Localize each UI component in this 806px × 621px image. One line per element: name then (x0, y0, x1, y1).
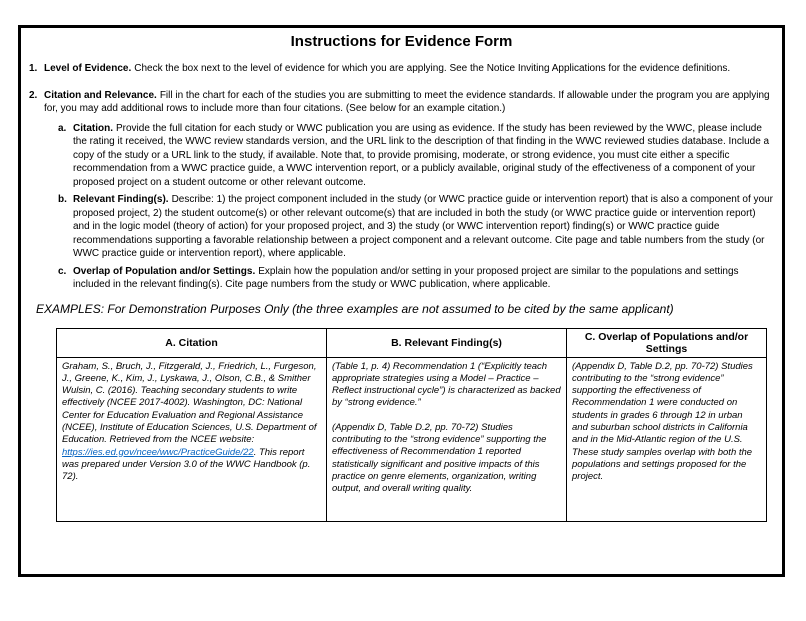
sub-item-letter: b. (58, 194, 67, 205)
item-text: Check the box next to the level of evidence for which you are applying. See the Notice Inviting Applications for the evidence definitions. (134, 63, 731, 74)
item-number: 2. (29, 89, 38, 101)
form-content (21, 34, 782, 522)
examples-note: EXAMPLES: For Demonstration Purposes Only (the three examples are not assumed to be cited by the same applicant) (36, 301, 674, 316)
column-header-relevant-findings: B. Relevant Finding(s) (327, 328, 567, 357)
sub-item-text: Describe: 1) the project component included in the study (or WWC practice guide or intervention report) that is also a component of your proposed project, 2) the student outcome(s) or other relevant outcome(s) that are included in both the study (or WWC practice guide or intervention report) and in the logic model (theory of action) for your proposed project, and 3) the study (or WWC intervention report) finding(s) or WWC practice guide recommendations supporting a favorable relationship between a project component and a relevant outcome. Cite page and table numbers from the study (or WWC practice guide or intervention report), where applicable. (73, 194, 773, 259)
item-lead: Citation and Relevance. (44, 89, 157, 101)
item-lead: Level of Evidence. (44, 63, 132, 74)
citation-link[interactable]: https://ies.ed.gov/ncee/wwc/PracticeGuide/22 (62, 446, 254, 458)
sub-item-letter: a. (58, 122, 67, 134)
overlap-paragraph: (Appendix D, Table D.2, pp. 70-72) Studies contributing to the “strong evidence” supporting the effectiveness of Recommendation 1 were conducted on students in grades 6 through 12 in urban and suburban school districts in California and in the Mid-Atlantic region of the U.S. These study samples overlap with both the populations and settings proposed for the project. (572, 360, 753, 483)
relevant-findings-cell (327, 357, 567, 521)
sub-item-body (73, 122, 774, 190)
finding-paragraph-2: (Appendix D, Table D.2, pp. 70-72) Studies contributing to the “strong evidence” supporting the effectiveness of Recommendation 1 reported statistically significant and positive impacts of this practice on genre elements, organization, writing output, and overall writing quality. (332, 421, 547, 495)
sub-item-citation (58, 122, 774, 190)
form-frame (18, 25, 785, 577)
table-row (57, 357, 767, 521)
sub-item-lead: Citation. (73, 122, 113, 134)
sub-item-body (73, 265, 774, 292)
sub-item-lead: Relevant Finding(s). (73, 194, 169, 205)
sub-item-overlap (58, 265, 774, 292)
examples-table (56, 328, 767, 522)
citation-text-after-link: . This report was prepared under Version 3.0 of the WWC Handbook (p. 72). (62, 446, 311, 483)
citation-cell (57, 357, 327, 521)
page-title: Instructions for Evidence Form (290, 33, 513, 50)
sub-item-body (73, 193, 774, 261)
item-body (44, 89, 774, 116)
sub-item-letter: c. (58, 265, 67, 277)
citation-text-before-link: Graham, S., Bruch, J., Fitzgerald, J., Friedrich, L., Furgeson, J., Greene, K., Kim, J., Lyskawa, J., Olson, C.B., & Smither Wulsin, C. (2016). Teaching secondary students to write effectively (NCEE 2017-4002). Washington, DC: National Center for Education Evaluation and Regional Assistance (NCEE), Institute of Education Sciences, U.S. Department of Education. Retrieved from the NCEE website: (62, 360, 317, 446)
column-header-overlap: C. Overlap of Populations and/or Settings (567, 328, 767, 357)
item-body (44, 62, 774, 76)
table-header-row (57, 328, 767, 357)
finding-paragraph-1: (Table 1, p. 4) Recommendation 1 (“Explicitly teach appropriate strategies using a Model – Practice – Reflect instructional cycle”) is characterized as backed by “strong evidence.” (332, 360, 561, 409)
item-text: Fill in the chart for each of the studies you are submitting to meet the evidence standards. If allowable under the program you are applying for, you may add additional rows to include more than four citations. (See below for an example citation.) (44, 89, 770, 114)
item-number: 1. (29, 63, 38, 74)
sub-item-text: Explain how the population and/or setting in your proposed project are similar to the populations and settings included in the relevant finding(s). Cite page numbers from the study or WWC publication, where applicable. (73, 265, 739, 290)
overlap-cell (567, 357, 767, 521)
sub-item-relevant-findings (58, 193, 774, 261)
instruction-item-citation-and-relevance (29, 89, 774, 116)
column-header-citation: A. Citation (57, 328, 327, 357)
instruction-item-level-of-evidence (29, 62, 774, 76)
sub-item-lead: Overlap of Population and/or Settings. (73, 265, 256, 277)
sub-item-text: Provide the full citation for each study or WWC publication you are using as evidence. If the study has been reviewed by the WWC, please include the rating it received, the WWC review standards version, and the URL link to the description of that finding in the WWC reviewed studies database. Include a copy of the study or a URL link to the study, if available. Note that, to provide promising, moderate, or strong evidence, you must cite either a specific recommendation from a WWC practice guide, a WWC intervention report, or a publicly available, original study of the effectiveness of a component of your proposed project on a student outcome or other relevant outcome. (73, 122, 770, 188)
